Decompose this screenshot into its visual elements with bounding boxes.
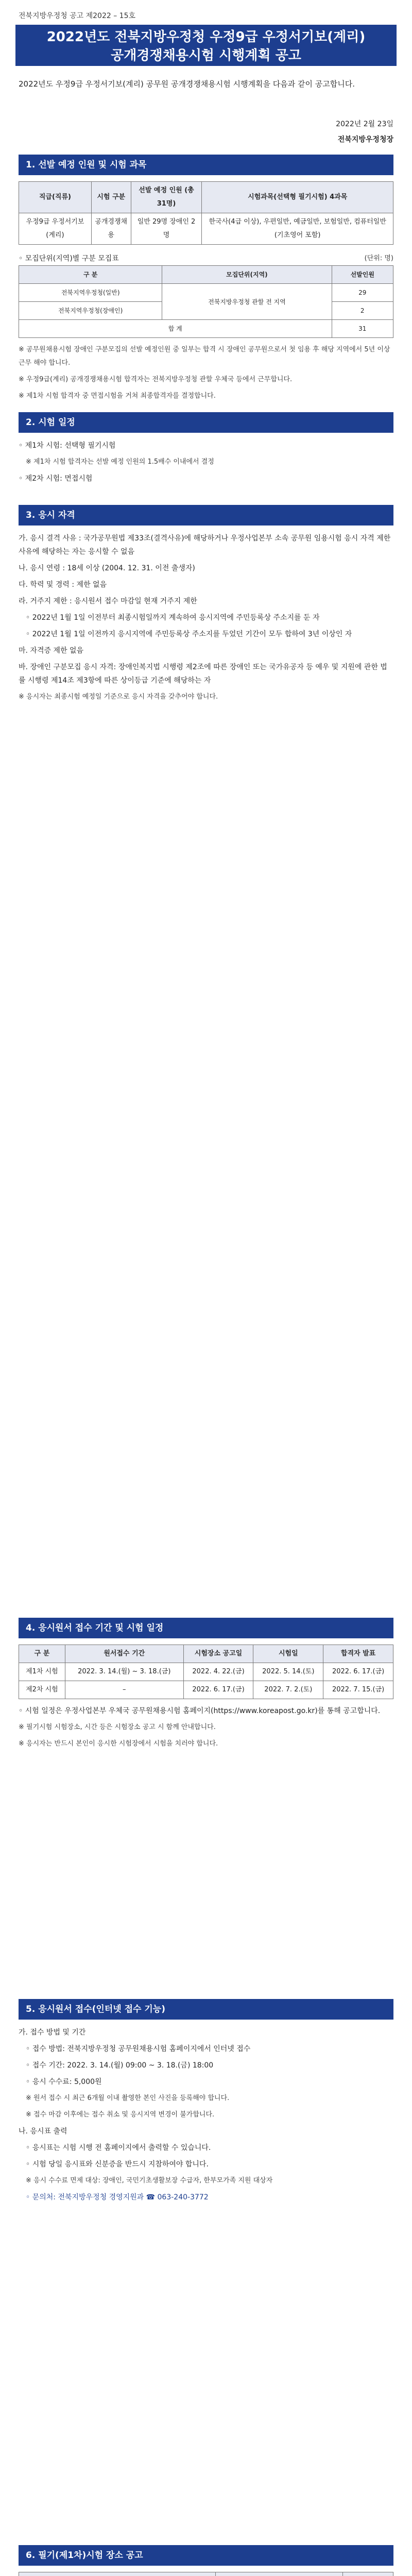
table-cell: 2022. 7. 2.(토) — [253, 1681, 323, 1699]
text-line: 나. 응시 연령 : 18세 이상 (2004. 12. 31. 이전 출생자) — [19, 564, 195, 572]
notice-title — [15, 25, 397, 66]
text-line: ◦ 응시 수수료: 5,000원 — [26, 2078, 102, 2086]
text-line: 바. 장애인 구분모집 응시 자격: 장애인복지법 시행령 제2조에 따른 장애인 또는 국가유공자 등 예우 및 지원에 관한 법률 시행령 제14조 제3항에 따른 상이등급 기준에 해당하는 자 — [19, 663, 387, 685]
text-line: ◦ 2022년 1월 1일 이전부터 최종시험일까지 계속하여 응시지역에 주민등록상 주소지를 둔 자 — [26, 614, 320, 622]
intro-text: 2022년도 우정9급 우정서기보(계리) 공무원 공개경쟁채용시험 시행계획을 다음과 같이 공고합니다. — [19, 79, 355, 89]
table-cell: 2022. 3. 14.(월) ~ 3. 18.(금) — [65, 1663, 183, 1681]
section-2-heading: 2. 시험 일정 — [19, 412, 393, 433]
section-5-heading: 5. 응시원서 접수(인터넷 접수 기능) — [19, 1999, 393, 2020]
text-line: ※ 응시자는 최종시험 예정일 기준으로 응시 자격을 갖추어야 합니다. — [19, 693, 218, 701]
section-3-body — [19, 532, 393, 707]
table-header: 시험과목(선택형 필기시험) 4과목 — [202, 182, 393, 213]
notice-number: 전북지방우정청 공고 제2022 – 15호 — [19, 12, 136, 20]
table-cell: 31 — [332, 320, 393, 338]
table-header: 직급(직류) — [19, 182, 92, 213]
region-table — [19, 265, 393, 338]
table-header — [216, 2572, 342, 2576]
section-3-heading: 3. 응시 자격 — [19, 505, 393, 526]
table-header: 합격자 발표 — [323, 1645, 393, 1663]
section-5-body — [19, 2026, 393, 2207]
text-line: ◦ 접수 기간: 2022. 3. 14.(월) 09:00 ~ 3. 18.(금) 18:00 — [26, 2061, 214, 2070]
text-line: ◦ 문의처: 전북지방우정청 경영지원과 ☎ 063-240-3772 — [26, 2193, 209, 2201]
table-cell: 2022. 7. 15.(금) — [323, 1681, 393, 1699]
notice-date: 2022년 2월 23일 — [336, 120, 393, 128]
title-line-2: 공개경쟁채용시험 시행계획 공고 — [111, 48, 301, 63]
table-header: 시험 구분 — [91, 182, 131, 213]
section-1-body — [19, 181, 393, 406]
note-line: ※ 제1차 시험 합격자 중 면접시험을 거쳐 최종합격자를 결정합니다. — [19, 392, 216, 400]
section-4-heading: 4. 응시원서 접수 기간 및 시험 일정 — [19, 1618, 393, 1638]
note-line: ※ 공무원채용시험 장애인 구분모집의 선발 예정인원 중 일부는 합격 시 장애인 공무원으로서 첫 임용 후 해당 지역에서 5년 이상 근무 해야 합니다. — [19, 346, 390, 367]
section-1-heading: 1. 선발 예정 인원 및 시험 과목 — [19, 155, 393, 175]
table-row — [19, 1663, 393, 1681]
text-line: ◦ 응시표는 시험 시행 전 홈페이지에서 출력할 수 있습니다. — [26, 2144, 211, 2152]
table-row — [19, 284, 393, 302]
table-header: 모집단위(지역) — [162, 266, 332, 284]
text-line: 라. 거주지 제한 : 응시원서 접수 마감일 현재 거주지 제한 — [19, 597, 197, 605]
section-2-body — [19, 439, 393, 488]
text-line: ◦ 시험 당일 응시표와 신분증을 반드시 지참하여야 합니다. — [26, 2160, 209, 2168]
text-line: ◦ 접수 방법: 전북지방우정청 공무원채용시험 홈페이지에서 인터넷 접수 — [26, 2045, 251, 2053]
table-cell: 전북지역우정청(일반) — [19, 284, 162, 302]
text-line: ※ 제1차 시험 합격자는 선발 예정 인원의 1.5배수 이내에서 결정 — [26, 458, 214, 466]
table-cell: 합 계 — [19, 320, 332, 338]
section-6-body — [19, 2572, 393, 2576]
table-cell: 전북지방우정청 관할 전 지역 — [162, 284, 332, 320]
table-cell: 일반 29명 장애인 2명 — [131, 213, 202, 245]
table-cell: 2022. 6. 17.(금) — [183, 1681, 253, 1699]
note-line: ※ 우정9급(계리) 공개경쟁채용시험 합격자는 전북지방우정청 관할 우체국 등에서 근무합니다. — [19, 376, 293, 383]
text-line: 가. 응시 결격 사유 : 국가공무원법 제33조(결격사유)에 해당하거나 우정사업본부 소속 공무원 임용시험 응시 자격 제한 사유에 해당하는 자는 응시할 수 없음 — [19, 534, 391, 556]
table-cell: 우정9급 우정서기보 (계리) — [19, 213, 92, 245]
text-line: ◦ 시험 일정은 우정사업본부 우체국 공무원채용시험 홈페이지(https://www.koreapost.go.kr)를 통해 공고합니다. — [19, 1707, 381, 1715]
table-header — [342, 2572, 393, 2576]
table-header — [19, 2572, 216, 2576]
subtable-unit: (단위: 명) — [364, 255, 393, 262]
table-cell: 제1차 시험 — [19, 1663, 65, 1681]
text-line: 나. 응시표 출력 — [19, 2127, 67, 2136]
subtable-label: ◦ 모집단위(지역)별 구분 모집표 — [19, 255, 119, 263]
table-cell: 한국사(4급 이상), 우편일반, 예금일반, 보험일반, 컴퓨터일반(기초영어 포함) — [202, 213, 393, 245]
table-cell: 공개경쟁채용 — [91, 213, 131, 245]
table-cell: 2022. 5. 14.(토) — [253, 1663, 323, 1681]
table-header: 원서접수 기간 — [65, 1645, 183, 1663]
table-cell: 2 — [332, 302, 393, 320]
text-line: 다. 학력 및 경력 : 제한 없음 — [19, 581, 107, 589]
text-line: ※ 응시 수수료 면제 대상: 장애인, 국민기초생활보장 수급자, 한부모가족 지원 대상자 — [26, 2177, 273, 2184]
table-header: 구 분 — [19, 266, 162, 284]
section-4-body — [19, 1645, 393, 1754]
text-line: ※ 접수 마감 이후에는 접수 취소 및 응시지역 변경이 불가합니다. — [26, 2111, 215, 2119]
text-line: ◦ 2022년 1월 1일 이전까지 응시지역에 주민등록상 주소지를 두었던 기간이 모두 합하여 3년 이상인 자 — [26, 630, 352, 638]
text-line: ※ 필기시험 시험장소, 시간 등은 시험장소 공고 시 함께 안내합니다. — [19, 1723, 216, 1731]
table-cell: – — [65, 1681, 183, 1699]
text-line: 가. 접수 방법 및 기간 — [19, 2028, 86, 2037]
text-line: ◦ 제1차 시험: 선택형 필기시험 — [19, 442, 116, 450]
section-6-heading: 6. 필기(제1차)시험 장소 공고 — [19, 2545, 393, 2566]
text-line: ◦ 제2차 시험: 면접시험 — [19, 474, 93, 483]
schedule-table — [19, 1645, 393, 1699]
table-cell: 2022. 4. 22.(금) — [183, 1663, 253, 1681]
table-cell: 29 — [332, 284, 393, 302]
table-row — [19, 1681, 393, 1699]
table-row — [19, 320, 393, 338]
table-row — [19, 213, 393, 245]
recruit-table — [19, 181, 393, 245]
table-header: 구 분 — [19, 1645, 65, 1663]
table-header: 시험일 — [253, 1645, 323, 1663]
table-cell: 전북지역우정청(장애인) — [19, 302, 162, 320]
issuer: 전북지방우정청장 — [337, 135, 393, 144]
table-header: 선발인원 — [332, 266, 393, 284]
table-header: 시험장소 공고일 — [183, 1645, 253, 1663]
text-line: ※ 원서 접수 시 최근 6개월 이내 촬영한 본인 사진을 등록해야 합니다. — [26, 2094, 230, 2102]
exam-place-table — [19, 2572, 393, 2576]
text-line: ※ 응시자는 반드시 본인이 응시한 시험장에서 시험을 치러야 합니다. — [19, 1740, 218, 1748]
title-line-1: 2022년도 전북지방우정청 우정9급 우정서기보(계리) — [46, 29, 366, 45]
text-line: 마. 자격증 제한 없음 — [19, 647, 83, 655]
table-cell: 2022. 6. 17.(금) — [323, 1663, 393, 1681]
table-cell: 제2차 시험 — [19, 1681, 65, 1699]
table-header: 선발 예정 인원 (총 31명) — [131, 182, 202, 213]
